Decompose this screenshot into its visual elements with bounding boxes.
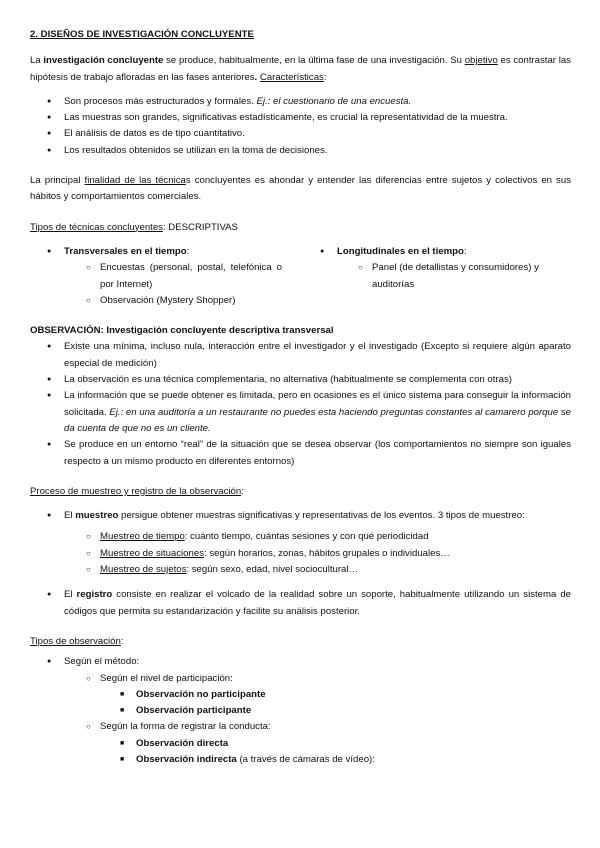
muestreo-pre: El	[64, 510, 76, 522]
transversales-item	[30, 244, 320, 260]
section-title-text: 2. DISEÑOS DE INVESTIGACIÓN CONCLUYENTE	[30, 29, 254, 40]
item-text: La información que se puede obtener es limitada, pero en ocasiones es el único sistema para conseguir la información solicitada.	[64, 390, 571, 418]
transversales-column	[30, 244, 320, 309]
list-item	[30, 654, 571, 670]
list-item	[30, 703, 571, 719]
item-text: Son procesos más estructurados y formales.	[64, 95, 257, 107]
registro-pre: El	[64, 589, 77, 601]
intro-text-2: se produce, habitualmente, en la última fase de una investigación. Su	[163, 55, 465, 67]
finalidad-paragraph	[30, 173, 571, 206]
tipos-obs-heading	[30, 634, 571, 650]
intro-underline-caracteristicas: Características	[259, 71, 324, 83]
item-italic: Ej.: en una auditoría a un restaurante no puedes esta haciendo preguntas constantes al camarero porque se da cuenta de que no es un cliente.	[64, 406, 572, 434]
list-item	[30, 437, 571, 470]
list-item	[320, 260, 571, 293]
muestreo-type-desc: : según horarios, zonas, hábitos grupales o individuales…	[204, 547, 450, 559]
observacion-list	[30, 339, 571, 469]
list-item	[30, 126, 571, 142]
muestreo-type-label: Muestreo de tiempo	[100, 531, 185, 543]
transversales-suffix: :	[186, 245, 190, 257]
proceso-heading-suffix: :	[241, 485, 244, 497]
registro-bold: registro	[76, 589, 113, 601]
proceso-list	[30, 508, 571, 524]
muestreo-type-label: Muestreo de sujetos	[100, 564, 187, 576]
transversales-title: Transversales en el tiempo	[64, 245, 187, 257]
intro-bold-term: investigación concluyente	[43, 55, 164, 67]
intro-text-5: :	[323, 71, 327, 83]
registro-item	[30, 587, 571, 620]
muestreo-item	[30, 508, 571, 524]
item-italic: Ej.: el cuestionario de una encuesta.	[256, 95, 412, 107]
list-item	[30, 94, 571, 110]
item-text: (a través de cámaras de vídeo):	[236, 753, 375, 765]
item-text: Existe una mínima, incluso nula, interacción entre el investigador y el investigado (Excepto si requiere algún aparato especial de medición)	[64, 341, 571, 369]
list-item	[30, 719, 571, 735]
proceso-heading-text: Proceso de muestreo y registro de la observación	[30, 485, 242, 497]
longitudinales-column	[320, 244, 571, 309]
list-item	[30, 687, 571, 703]
tipos-tecnicas-rest: : DESCRIPTIVAS	[162, 221, 238, 233]
intro-underline-objetivo: objetivo	[464, 55, 498, 67]
muestreo-post: persigue obtener muestras significativas y representativas de los eventos. 3 tipos de muestreo:	[118, 510, 525, 522]
list-item	[30, 372, 571, 388]
list-item	[30, 110, 571, 126]
muestreo-type-desc: : según sexo, edad, nivel sociocultural…	[186, 564, 359, 576]
longitudinales-item	[320, 244, 571, 260]
list-item	[30, 671, 571, 687]
item-text: Los resultados obtenidos se utilizan en la toma de decisiones.	[64, 144, 328, 156]
document-page	[30, 27, 571, 768]
list-item	[30, 143, 571, 159]
list-item	[30, 736, 571, 752]
longitudinales-title: Longitudinales en el tiempo	[337, 245, 464, 257]
techniques-columns	[30, 244, 571, 309]
section-title	[30, 27, 571, 43]
item-text: Panel (de detallistas y consumidores) y auditorías	[372, 262, 539, 290]
item-bold: Observación no participante	[136, 688, 266, 700]
registro-post: consiste en realizar el volcado de la realidad sobre un soporte, habitualmente utilizando un sistema de códigos que permita su estandarización y facilite su análisis posterior.	[64, 589, 572, 617]
list-item	[30, 260, 320, 293]
tipos-obs-heading-suffix: :	[120, 635, 124, 647]
intro-text-3: es contrastar las hipótesis de trabajo afloradas en las fases anteriores	[30, 55, 571, 83]
tipos-obs-heading-text: Tipos de observación	[30, 635, 121, 647]
list-item	[30, 546, 571, 562]
item-text: Las muestras son grandes, significativas estadísticamente, es crucial la representatividad de la muestra.	[64, 112, 508, 124]
list-item	[30, 562, 571, 578]
observacion-heading	[30, 323, 571, 339]
intro-paragraph	[30, 53, 571, 86]
item-text: Se produce en un entorno “real” de la situación que se desea observar (los comportamientos no siempre son iguales respecto a un mismo producto en diferentes entornos)	[64, 439, 571, 467]
tipos-obs-list	[30, 654, 571, 768]
muestreo-type-label: Muestreo de situaciones	[100, 547, 204, 559]
item-text: La observación es una técnica complementaria, no alternativa (habitualmente se complementa con otras)	[64, 374, 512, 386]
longitudinales-suffix: :	[463, 245, 467, 257]
item-bold: Observación participante	[136, 705, 252, 717]
proceso-heading	[30, 484, 571, 500]
item-text: Según la forma de registrar la conducta:	[100, 721, 271, 733]
item-text: Encuestas (personal, postal, telefónica o por Internet)	[100, 262, 282, 290]
list-item	[30, 752, 571, 768]
finalidad-underline: finalidad de las técnica	[84, 175, 186, 187]
muestreo-types-list	[30, 529, 571, 578]
characteristics-list	[30, 94, 571, 159]
item-text: El análisis de datos es de tipo cuantitativo.	[64, 128, 245, 140]
item-bold: Observación indirecta	[136, 753, 237, 765]
list-item	[30, 339, 571, 372]
intro-bold-dot: .	[254, 71, 258, 83]
finalidad-text-2: s concluyentes es ahondar y entender las diferencias entre sujetos y colectivos en sus hábitos y comportamientos comerciales.	[30, 175, 571, 203]
list-item	[30, 529, 571, 545]
tipos-tecnicas-heading	[30, 220, 571, 236]
tipos-tecnicas-underlined: Tipos de técnicas concluyentes	[30, 221, 163, 233]
observacion-heading-text: OBSERVACIÓN: Investigación concluyente descriptiva transversal	[30, 325, 334, 337]
muestreo-bold: muestreo	[75, 510, 119, 522]
item-bold: Observación directa	[136, 737, 229, 749]
item-text: Observación (Mystery Shopper)	[100, 294, 236, 306]
intro-text-1: La	[30, 55, 44, 67]
muestreo-type-desc: : cuánto tiempo, cuántas sesiones y con qué periodicidad	[184, 531, 429, 543]
list-item	[30, 388, 571, 437]
item-text: Según el nivel de participación:	[100, 672, 233, 684]
list-item	[30, 293, 320, 309]
finalidad-text-1: La principal	[30, 175, 85, 187]
item-text: Según el método:	[64, 656, 140, 668]
